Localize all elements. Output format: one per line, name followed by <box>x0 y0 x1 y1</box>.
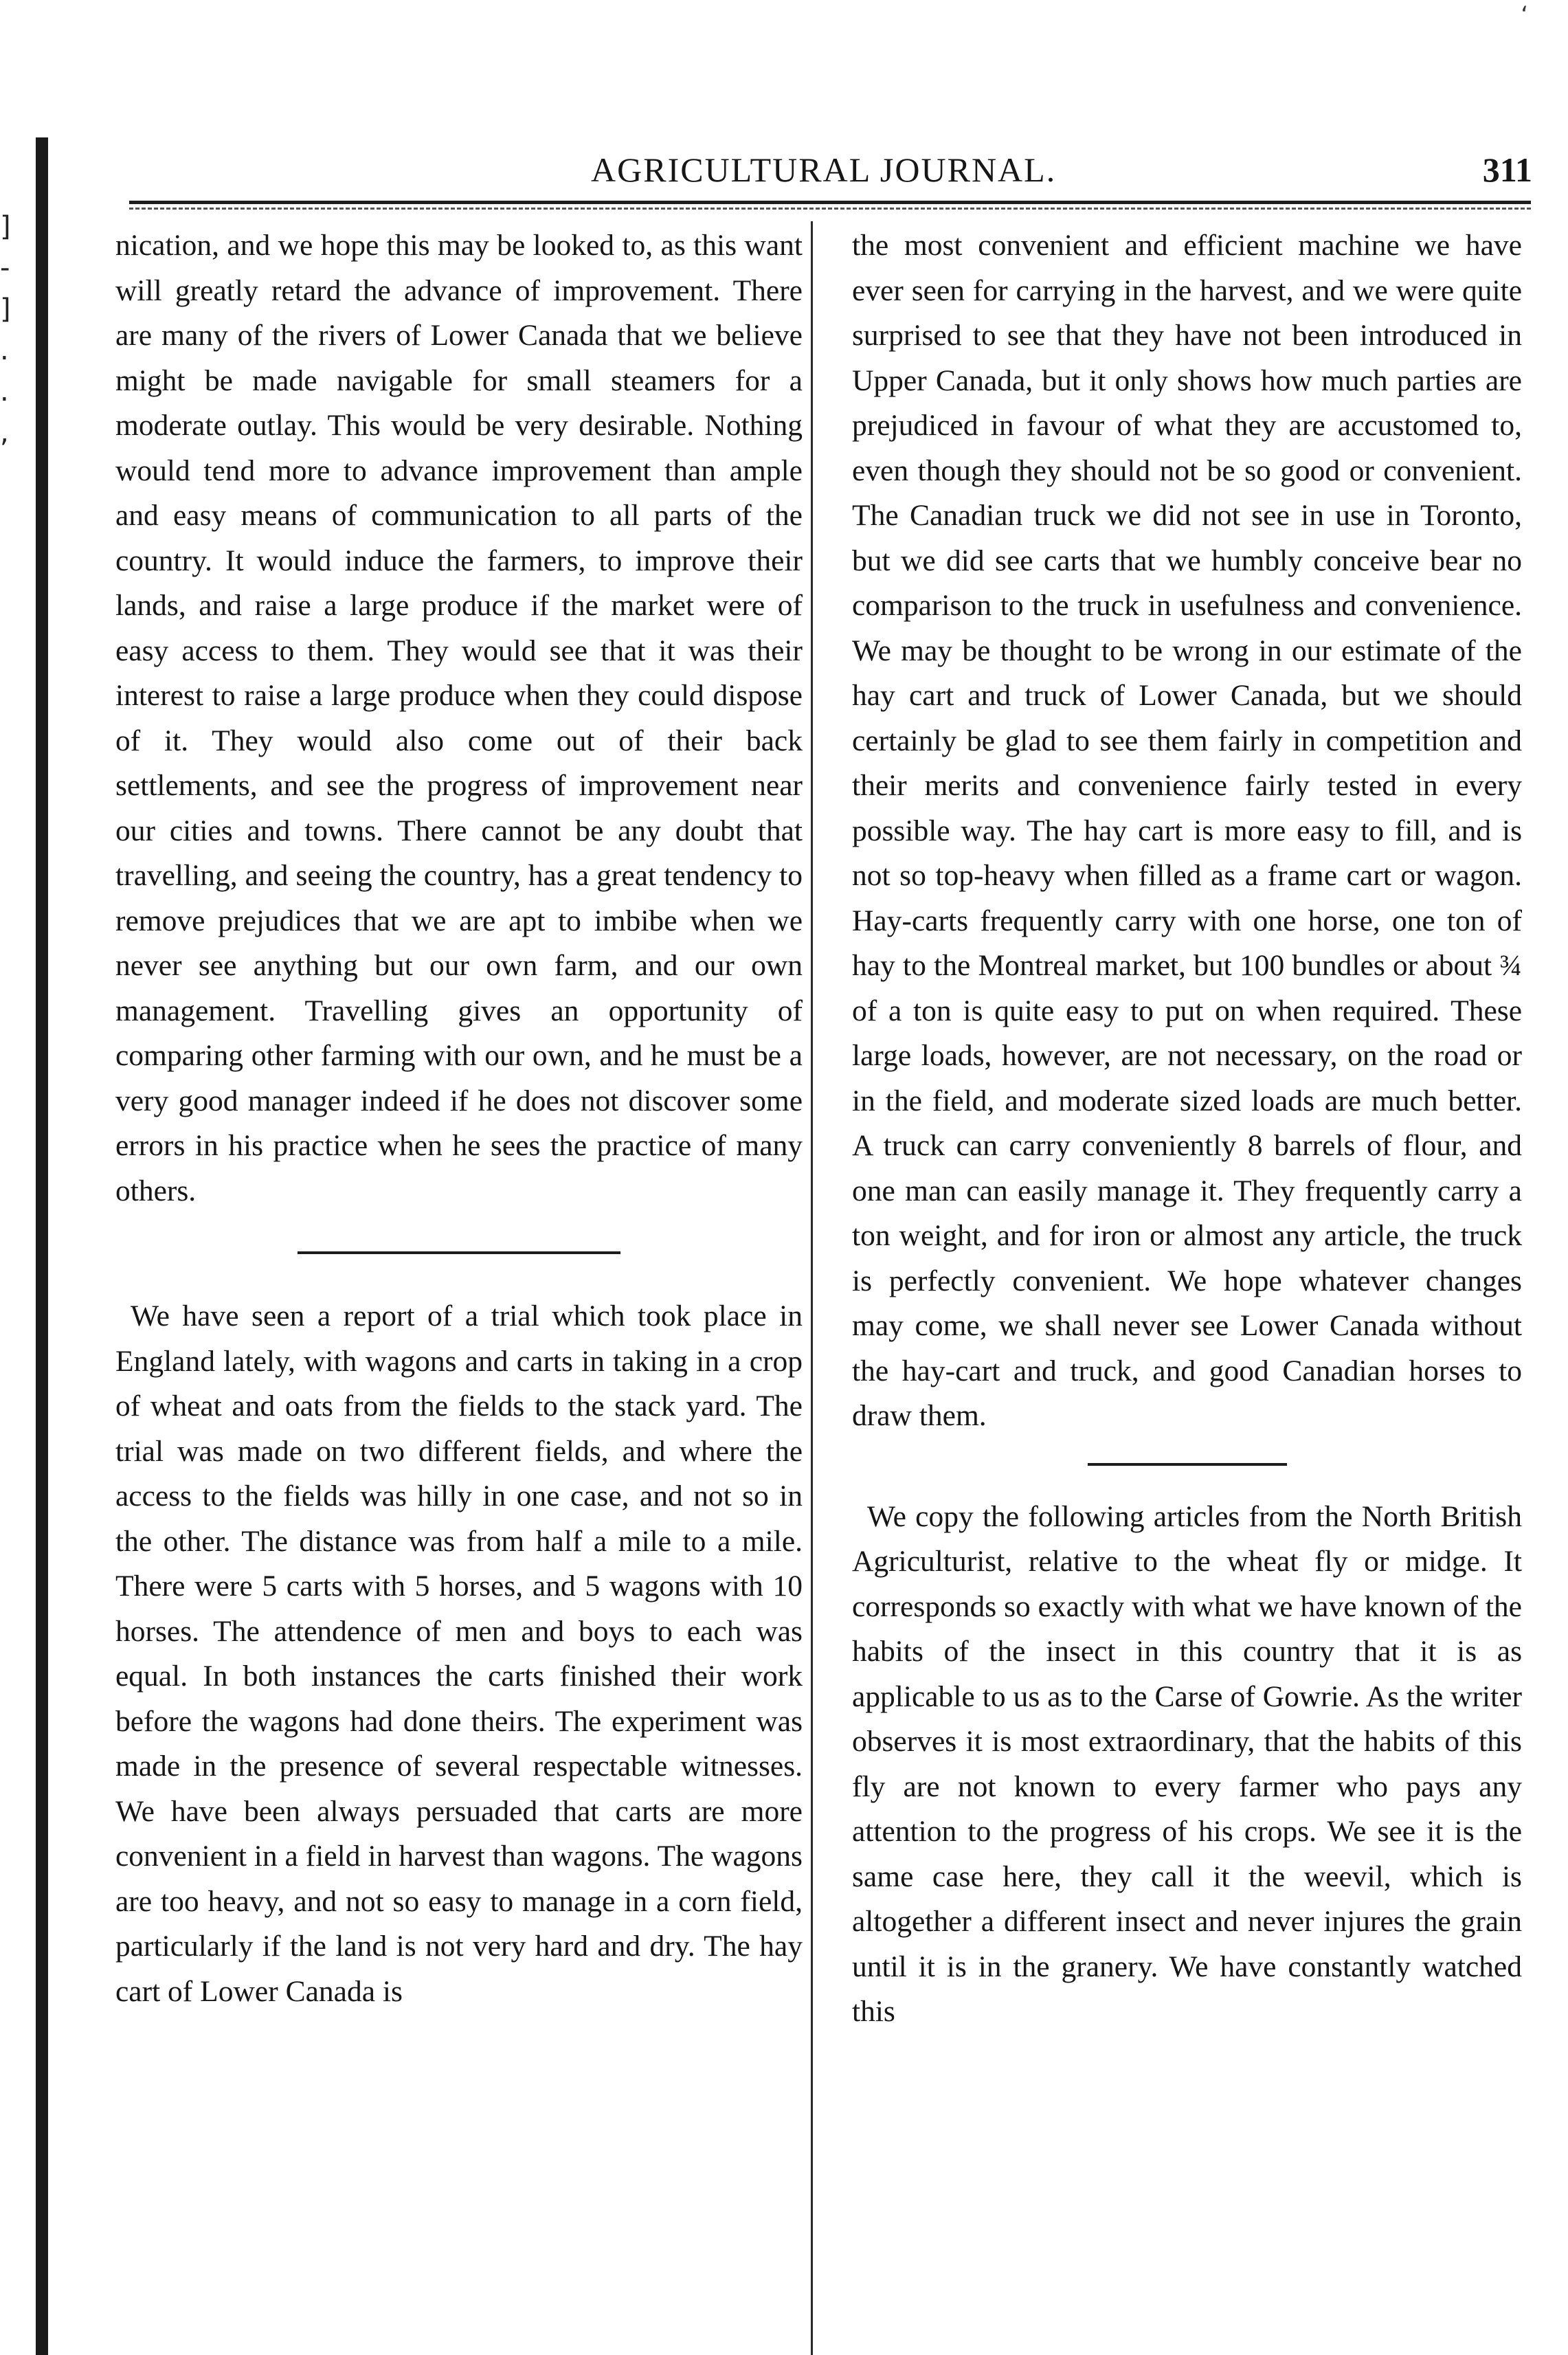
header-rule-secondary <box>129 208 1531 210</box>
left-paragraph-1: nication, and we hope this may be looked to, as this want will greatly retard the advance of improvement. There are many of the rivers of Lower Canada that we believe might be made navigable for small steamers for a moderate outlay. This would be very desirable. Nothing would tend more to advance improvement than ample and easy means of communication to all parts of the country. It would induce the farmers, to improve their lands, and raise a large produce if the market were of easy access to them. They would see that it was their interest to raise a large produce when they could dispose of it. They would also come out of their back settlements, and see the progress of improvement near our cities and towns. There cannot be any doubt that travelling, and seeing the country, has a great tendency to remove prejudices that we are apt to imbibe when we never see anything but our own farm, and our own management. Travelling gives an opportunity of comparing other farming with our own, and he must be a very good manager indeed if he does not discover some errors in his practice when he sees the practice of many others. <box>115 229 803 1207</box>
right-column <box>852 223 1522 2035</box>
corner-mark: ʻ <box>1521 1 1528 29</box>
column-divider <box>811 221 813 2355</box>
header-rule <box>129 201 1531 204</box>
running-title: AGRICULTURAL JOURNAL. <box>591 150 1057 189</box>
section-divider <box>298 1251 620 1254</box>
right-paragraph-2: We copy the following articles from the North British Agriculturist, relative to the wheat fly or midge. It corresponds so exactly with what we have known of the habits of the insect in this country that it is as applicable to us as to the Carse of Gowrie. As the writer observes it is most extraordinary, that the habits of this fly are not known to every farmer who pays any attention to the progress of his crops. We see it is the same case here, they call it the weevil, which is altogether a different insect and never injures the grain until it is in the granery. We have constantly watched this <box>852 1499 1522 2028</box>
page-header <box>124 150 1532 198</box>
margin-marks: ] - ] . . , <box>0 211 11 449</box>
left-paragraph-2: We have seen a report of a trial which took place in England lately, with wagons and carts in taking in a crop of wheat and oats from the fields to the stack yard. The trial was made on two different fields, and where the access to the fields was hilly in one case, and not so in the other. The distance was from half a mile to a mile. There were 5 carts with 5 horses, and 5 wagons with 10 horses. The attendence of men and boys to each was equal. In both instances the carts finished their work before the wagons had done theirs. The experiment was made in the presence of several respectable witnesses. We have been always persuaded that carts are more convenient in a field in harvest than wagons. The wagons are too heavy, and not so easy to manage in a corn field, particularly if the land is not very hard and dry. The hay cart of Lower Canada is <box>115 1299 803 2008</box>
page-binding-edge <box>36 137 48 2355</box>
section-divider <box>1088 1463 1287 1466</box>
page-number: 311 <box>1482 150 1532 189</box>
right-paragraph-1: the most convenient and efficient machine we have ever seen for carrying in the harvest, and we were quite surprised to see that they have not been introduced in Upper Canada, but it only shows how much parties are prejudiced in favour of what they are accustomed to, even though they should not be so good or convenient. The Canadian truck we did not see in use in Toronto, but we did see carts that we humbly conceive bear no comparison to the truck in usefulness and convenience. We may be thought to be wrong in our estimate of the hay cart and truck of Lower Canada, but we should certainly be glad to see them fairly in competition and their merits and convenience fairly tested in every possible way. The hay cart is more easy to fill, and is not so top-heavy when filled as a frame cart or wagon. Hay-carts frequently carry with one horse, one ton of hay to the Montreal market, but 100 bundles or about ¾ of a ton is quite easy to put on when required. These large loads, however, are not necessary, on the road or in the field, and moderate sized loads are much better. A truck can carry conveniently 8 barrels of flour, and one man can easily manage it. They frequently carry a ton weight, and for iron or almost any article, the truck is perfectly convenient. We hope whatever changes may come, we shall never see Lower Canada without the hay-cart and truck, and good Canadian horses to draw them. <box>852 229 1522 1432</box>
left-column <box>115 223 803 2014</box>
